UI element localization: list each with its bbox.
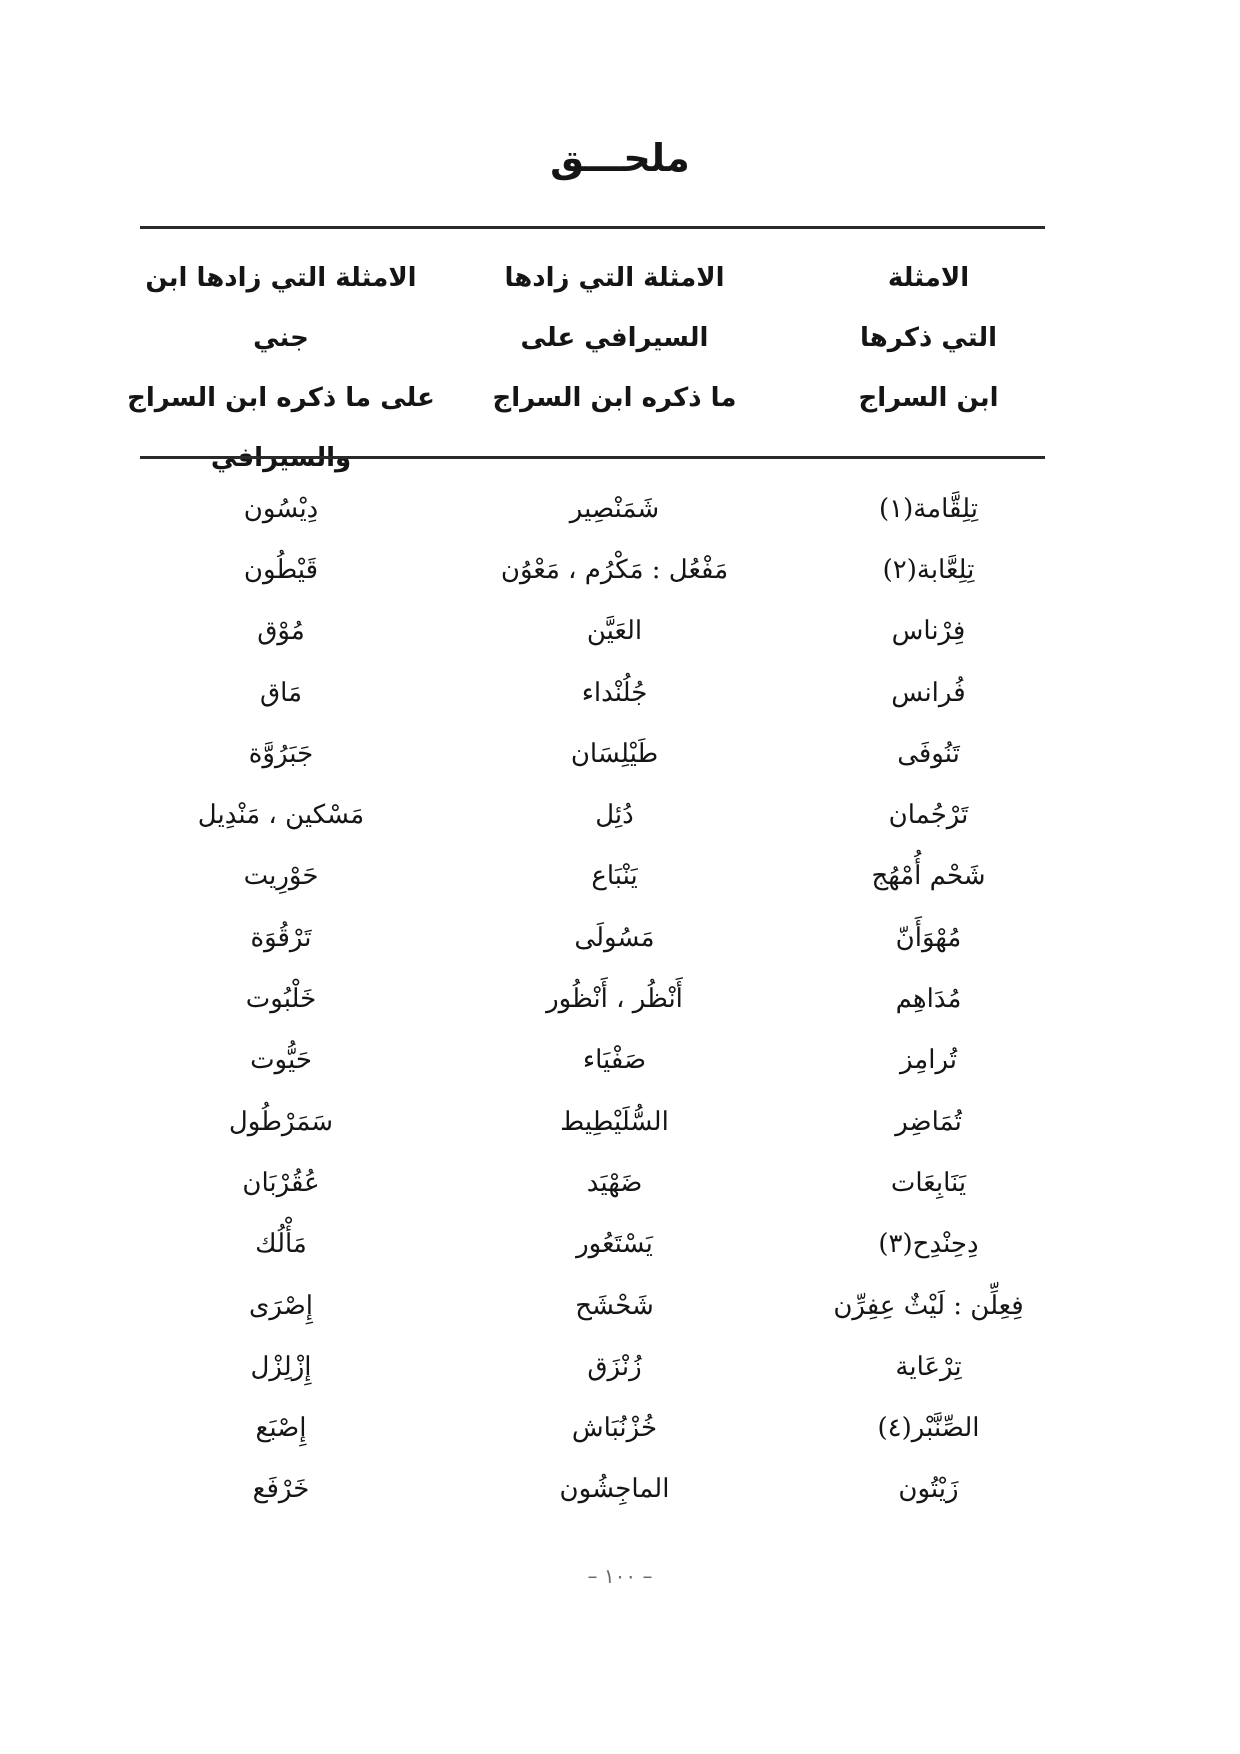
table-cell: يَسْتَعُور <box>576 1229 653 1260</box>
table-cell: السُّلَيْطِيط <box>560 1106 669 1137</box>
table-cell: تَنُوفَى <box>897 738 960 769</box>
table-cell: مُدَاهِم <box>895 984 962 1015</box>
table-cell: خَرْفَع <box>252 1474 310 1505</box>
table-header <box>120 248 1070 473</box>
header-divider <box>140 456 1045 459</box>
page-title: ملحـــق <box>550 136 690 180</box>
top-divider <box>140 226 1045 229</box>
table-cell: شَمَنْصِير <box>569 493 660 524</box>
table-row <box>120 1397 1070 1458</box>
table-cell: ضَهْيَد <box>586 1167 643 1198</box>
table-cell: شَحْشَح <box>575 1290 654 1321</box>
table-cell: مُوْق <box>257 616 305 647</box>
table-cell: خَلْبُوت <box>245 984 317 1015</box>
table-cell: تِرْعَاية <box>895 1351 962 1382</box>
column-header-al-sirafi: الامثلة التي زادها السيرافي على ما ذكره ابن السراج <box>492 263 737 413</box>
table-row <box>120 1214 1070 1275</box>
table-row <box>120 1459 1070 1520</box>
table-cell: قَيْطُون <box>243 554 319 585</box>
table-cell: الصِّنَّبْر(٤) <box>877 1413 980 1444</box>
table-row <box>120 478 1070 539</box>
table-cell: مَسُولَى <box>574 922 655 953</box>
table-cell: شَحْم أُمْهُج <box>871 861 986 892</box>
table-row <box>120 601 1070 662</box>
table-row <box>120 784 1070 845</box>
table-cell: إِصْرَى <box>249 1290 313 1321</box>
table-row <box>120 1152 1070 1213</box>
table-cell: تَرْقُوَة <box>250 922 312 953</box>
table-cell: تَرْجُمان <box>888 800 969 831</box>
table-row <box>120 662 1070 723</box>
page-number: – ١٠٠ – <box>587 1564 653 1588</box>
table-row <box>120 968 1070 1029</box>
table-cell: فُرانس <box>891 677 966 708</box>
table-cell: دِحِنْدِح(٣) <box>878 1229 979 1260</box>
table-cell: حَوْرِيت <box>243 861 319 892</box>
table-cell: دِيْسُون <box>243 493 319 524</box>
table-cell: دُئِل <box>595 800 634 831</box>
table-cell: زُنْزَق <box>587 1351 642 1382</box>
table-cell: أَنْظُر ، أَنْظُور <box>546 984 683 1015</box>
table-cell: تِلِقَّامة(١) <box>878 493 979 524</box>
table-row <box>120 1336 1070 1397</box>
table-row <box>120 723 1070 784</box>
table-cell: إِصْبَع <box>255 1413 307 1444</box>
column-header-ibn-jinni: الامثلة التي زادها ابن جني على ما ذكره ابن السراج والسيرافي <box>127 263 435 473</box>
table-cell: تُمَاضِر <box>895 1106 962 1137</box>
table-row <box>120 539 1070 600</box>
table-cell: فِعِلِّن : لَيْثٌ عِفِرِّن <box>833 1290 1024 1321</box>
table-row <box>120 1275 1070 1336</box>
table-cell: تِلِعَّابة(٢) <box>882 554 975 585</box>
table-cell: مَأْلُك <box>255 1229 307 1260</box>
table-cell: طَيْلِسَان <box>570 738 659 769</box>
table-row <box>120 846 1070 907</box>
table-cell: صَفْيَاء <box>582 1045 647 1076</box>
table-cell: الماجِشُون <box>559 1474 670 1505</box>
column-header-ibn-al-sarraj: الامثلة التي ذكرها ابن السراج <box>858 263 999 413</box>
table-row <box>120 1030 1070 1091</box>
table-row <box>120 907 1070 968</box>
table-cell: زَيْتُون <box>898 1474 959 1505</box>
table-cell: يَنْبَاع <box>591 861 638 892</box>
table-cell: مَفْعُل : مَكْرُم ، مَعْوُن <box>500 554 729 585</box>
table-cell: مَسْكين ، مَنْدِيل <box>197 800 365 831</box>
table-cell: جُلُنْداء <box>581 677 648 708</box>
table-cell: مَاق <box>259 677 303 708</box>
table-cell: العَيَّن <box>586 616 643 647</box>
table-cell: عُقُرْبَان <box>242 1167 320 1198</box>
table-cell: جَبَرُوَّة <box>248 738 314 769</box>
table-cell: يَنَابِعَات <box>890 1167 967 1198</box>
table-cell: سَمَرْطُول <box>228 1106 334 1137</box>
table-cell: مُهْوَأَنّ <box>895 922 962 953</box>
table-body <box>120 478 1070 1520</box>
table-cell: فِرْناس <box>891 616 966 647</box>
table-cell: حَيُّوت <box>250 1045 312 1076</box>
table-cell: خُزْنُبَاش <box>571 1413 658 1444</box>
table-row <box>120 1091 1070 1152</box>
table-cell: تُرامِز <box>899 1045 958 1076</box>
table-cell: إِزْلِزْل <box>250 1351 312 1382</box>
